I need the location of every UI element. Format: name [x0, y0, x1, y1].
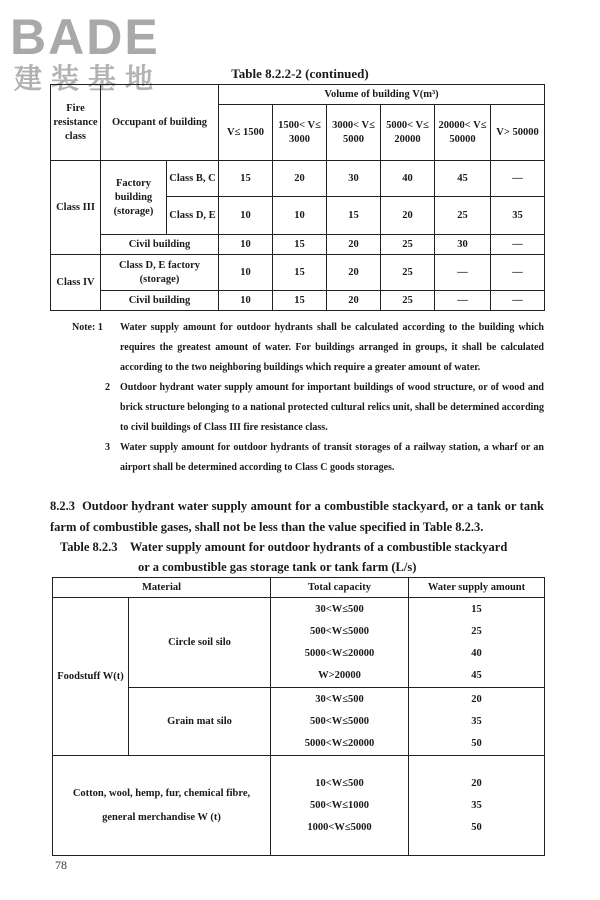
amount-value: 40 — [471, 647, 482, 659]
capacity-list — [271, 598, 409, 688]
value-cell: 15 — [327, 197, 381, 235]
volume-range: V≤ 1500 — [219, 105, 273, 161]
subclass-label: Class B, C — [167, 161, 219, 197]
note-text: Water supply amount for outdoor hydrants of transit storages of a railway station, a wharf or an airport shall be determined according to Class C goods storages. — [120, 442, 544, 473]
factory-storage-label: Class D, E factory (storage) — [101, 255, 219, 291]
note-item — [72, 438, 544, 478]
capacity-value: 1000<W≤5000 — [307, 821, 372, 833]
value-cell: — — [491, 161, 545, 197]
note-item — [72, 378, 544, 438]
amount-value: 45 — [471, 669, 482, 681]
table-notes — [72, 318, 544, 478]
value-cell: 20 — [327, 235, 381, 255]
value-cell: 15 — [273, 291, 327, 311]
header-total-capacity: Total capacity — [271, 578, 409, 598]
value-cell: 10 — [219, 197, 273, 235]
value-cell: — — [491, 255, 545, 291]
page-number: 78 — [55, 858, 67, 872]
note-text: Outdoor hydrant water supply amount for important buildings of wood structure, or of wood and brick structure belonging to a national protected cultural relics unit, shall be determined according to civil buildings of Class III fire resistance class. — [120, 382, 544, 433]
value-cell: 10 — [219, 291, 273, 311]
logo-text: BADE — [10, 9, 160, 65]
amount-list — [409, 688, 545, 756]
caption-line-1: Water supply amount for outdoor hydrants of a combustible stackyard — [129, 540, 508, 554]
circle-soil-silo-label: Circle soil silo — [129, 598, 271, 688]
capacity-list — [271, 688, 409, 756]
value-cell: — — [491, 235, 545, 255]
cotton-wool-label: Cotton, wool, hemp, fur, chemical fibre, general merchandise W (t) — [53, 756, 271, 856]
value-cell: 20 — [327, 291, 381, 311]
volume-range: V> 50000 — [491, 105, 545, 161]
header-water-supply-amount: Water supply amount — [409, 578, 545, 598]
amount-value: 25 — [471, 625, 482, 637]
value-cell: 25 — [381, 255, 435, 291]
value-cell: 45 — [435, 161, 491, 197]
table-row — [51, 291, 545, 311]
amount-value: 20 — [471, 693, 482, 705]
amount-value: 50 — [471, 737, 482, 749]
amount-list — [409, 756, 545, 856]
subclass-label: Class D, E — [167, 197, 219, 235]
table-8-2-2-2-title: Table 8.2.2-2 (continued) — [231, 66, 369, 81]
value-cell: 10 — [219, 235, 273, 255]
note-text: Water supply amount for outdoor hydrants shall be calculated according to the building which requires the greatest amount of water. For buildings arranged in groups, it shall be calculated according to the two neighboring buildings which require a greater amount of water. — [120, 322, 544, 373]
note-number: 3 — [105, 442, 110, 453]
capacity-value: 30<W≤500 — [315, 603, 364, 615]
logo-subtitle: 建装基地 — [14, 62, 163, 95]
table-8-2-3-caption — [60, 537, 550, 577]
value-cell: 15 — [273, 235, 327, 255]
caption-prefix: Table 8.2.3 — [60, 540, 118, 554]
section-text: Outdoor hydrant water supply amount for a combustible stackyard, or a tank or tank farm of combustible gases, shall not be less than the value specified in Table 8.2.3. — [50, 499, 544, 534]
table-row — [53, 598, 545, 688]
table-row — [51, 161, 545, 197]
capacity-value: 500<W≤5000 — [310, 625, 369, 637]
capacity-value: 5000<W≤20000 — [304, 647, 375, 659]
table-row — [53, 756, 545, 856]
amount-value: 35 — [471, 799, 482, 811]
table-8-2-2-2 — [50, 84, 545, 311]
header-material: Material — [53, 578, 271, 598]
table-8-2-3 — [52, 577, 545, 856]
factory-building-label: Factory building (storage) — [101, 161, 167, 235]
caption-line-2: or a combustible gas storage tank or tank farm (L/s) — [138, 560, 417, 574]
amount-value: 15 — [471, 603, 482, 615]
section-8-2-3 — [50, 496, 544, 538]
value-cell: 20 — [381, 197, 435, 235]
value-cell: 20 — [273, 161, 327, 197]
capacity-value: 500<W≤5000 — [310, 715, 369, 727]
value-cell: 15 — [273, 255, 327, 291]
class-iv-label: Class IV — [51, 255, 101, 311]
value-cell: 35 — [491, 197, 545, 235]
header-volume: Volume of building V(m³) — [219, 85, 545, 105]
amount-value: 50 — [471, 821, 482, 833]
value-cell: 25 — [381, 291, 435, 311]
value-cell: 40 — [381, 161, 435, 197]
capacity-value: 5000<W≤20000 — [304, 737, 375, 749]
class-iii-label: Class III — [51, 161, 101, 255]
value-cell: 10 — [273, 197, 327, 235]
value-cell: — — [435, 255, 491, 291]
section-number: 8.2.3 — [50, 499, 75, 513]
civil-building-label: Civil building — [101, 235, 219, 255]
value-cell: 25 — [435, 197, 491, 235]
foodstuff-label: Foodstuff W(t) — [53, 598, 129, 756]
value-cell: — — [491, 291, 545, 311]
capacity-value: 10<W≤500 — [315, 777, 364, 789]
note-lead: Note: 1 — [72, 322, 103, 333]
value-cell: 10 — [219, 255, 273, 291]
note-item — [72, 318, 544, 378]
value-cell: 15 — [219, 161, 273, 197]
capacity-value: W>20000 — [318, 669, 361, 681]
volume-range: 20000< V≤ 50000 — [435, 105, 491, 161]
amount-value: 20 — [471, 777, 482, 789]
table-row — [51, 255, 545, 291]
value-cell: 30 — [435, 235, 491, 255]
volume-range: 1500< V≤ 3000 — [273, 105, 327, 161]
note-number: 2 — [105, 382, 110, 393]
amount-list — [409, 598, 545, 688]
volume-range: 5000< V≤ 20000 — [381, 105, 435, 161]
capacity-value: 500<W≤1000 — [310, 799, 369, 811]
value-cell: 25 — [381, 235, 435, 255]
capacity-list — [271, 756, 409, 856]
header-occupant: Occupant of building — [101, 85, 219, 161]
civil-building-label: Civil building — [101, 291, 219, 311]
value-cell: 30 — [327, 161, 381, 197]
value-cell: — — [435, 291, 491, 311]
header-fire-resistance-class: Fire resistance class — [51, 85, 101, 161]
amount-value: 35 — [471, 715, 482, 727]
volume-range: 3000< V≤ 5000 — [327, 105, 381, 161]
grain-mat-silo-label: Grain mat silo — [129, 688, 271, 756]
capacity-value: 30<W≤500 — [315, 693, 364, 705]
value-cell: 20 — [327, 255, 381, 291]
table-row — [51, 235, 545, 255]
